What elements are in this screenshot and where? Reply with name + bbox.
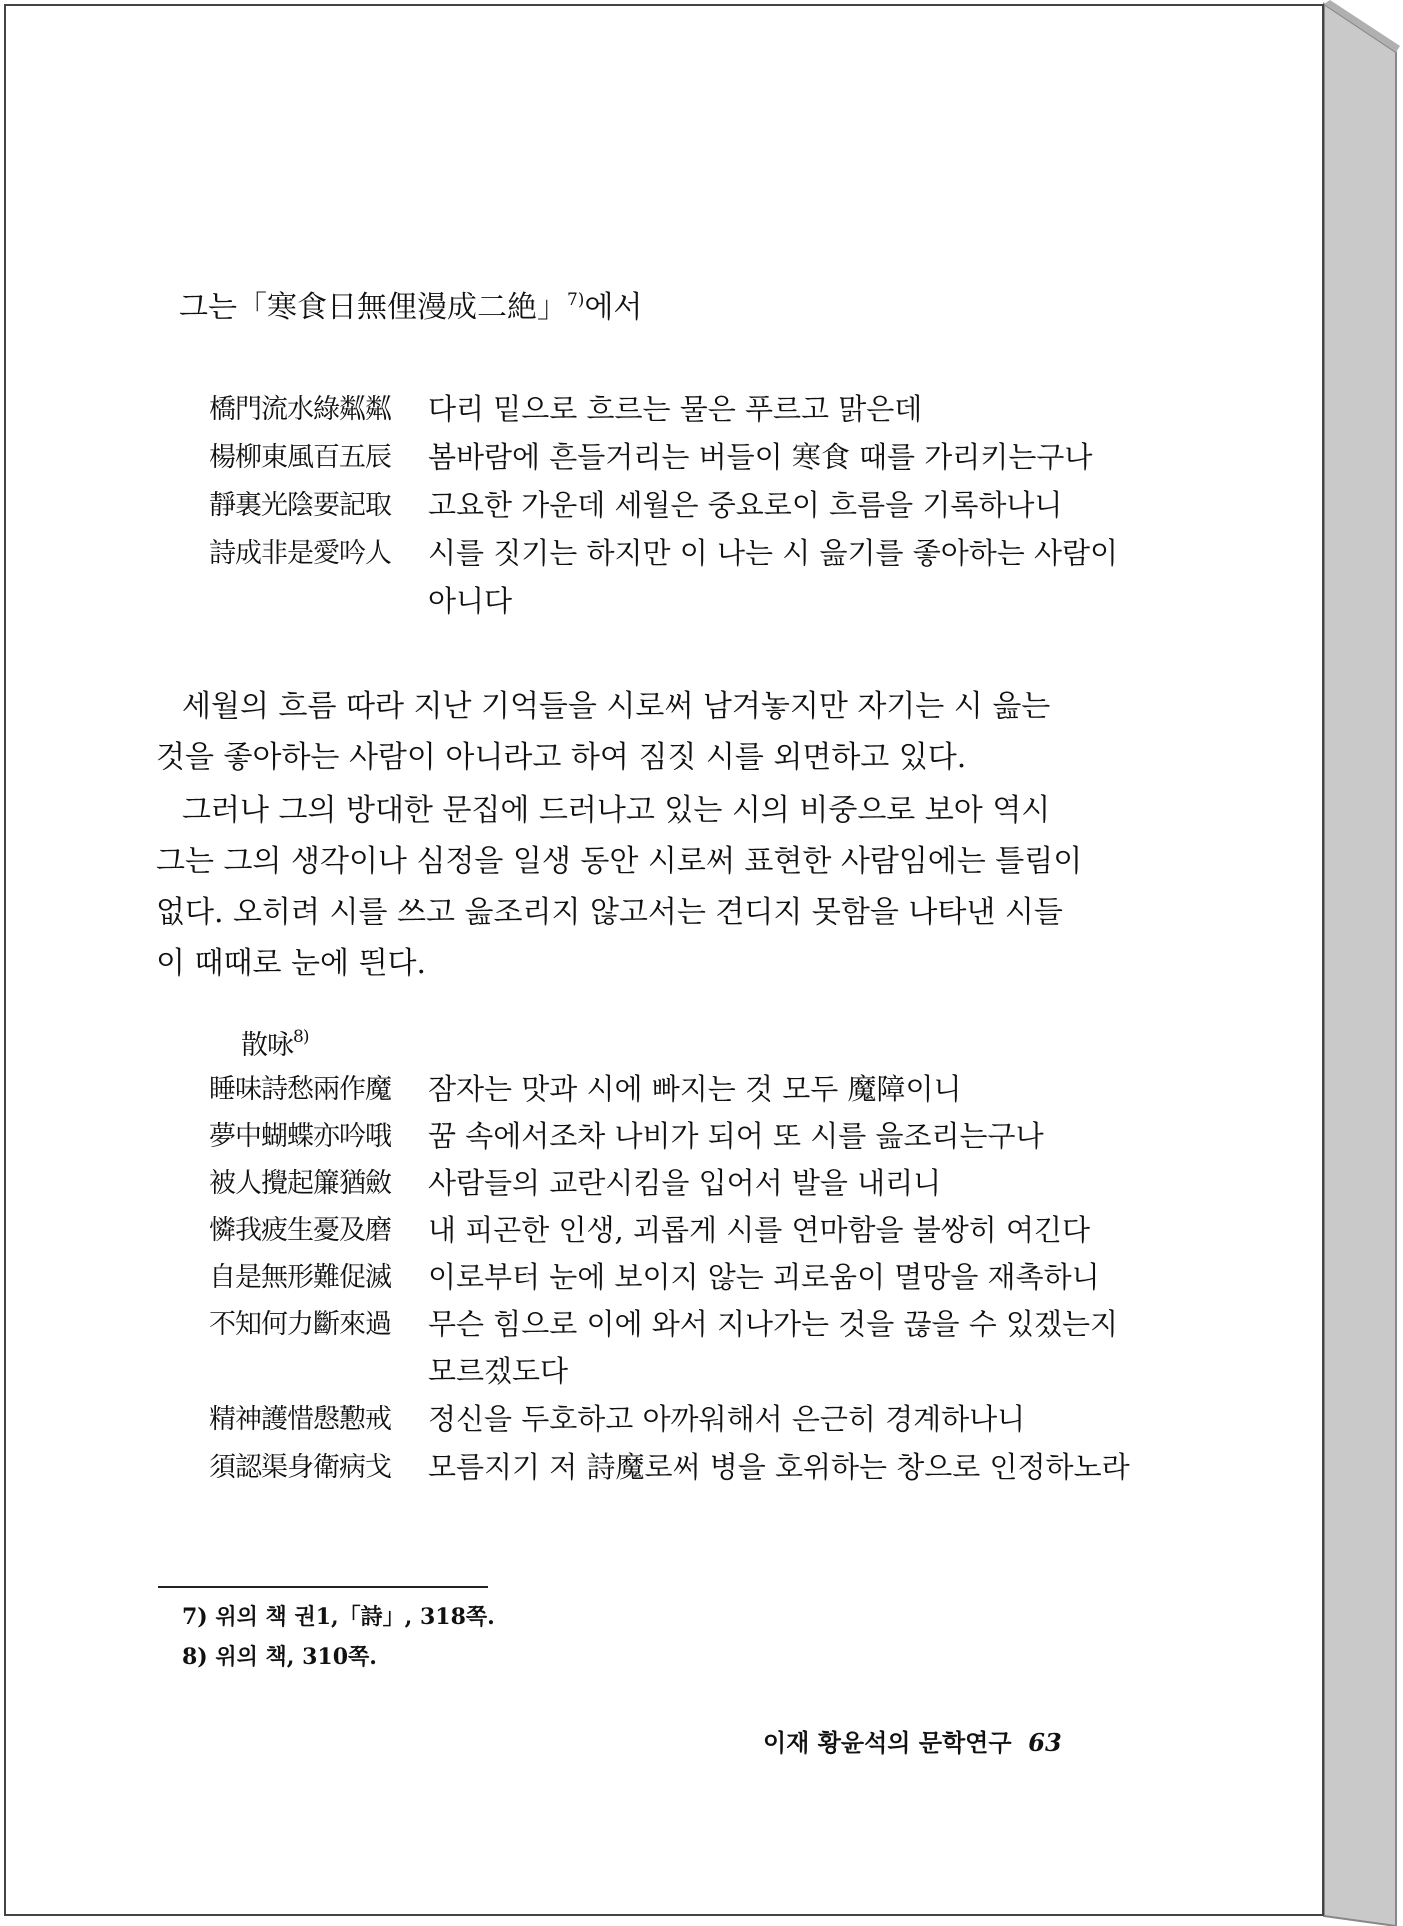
intro-text: 그는「寒食日無俚漫成二絶」 (179, 290, 567, 325)
footnote-8-num: 8) (182, 1644, 208, 1670)
footnote-ref-7: 7) (566, 290, 585, 310)
paragraph-2-line-3: 없다. 오히려 시를 쓰고 읊조리지 않고서는 견디지 못함을 나타낸 시들 (156, 895, 1063, 930)
paragraph-2-line-1: 그러나 그의 방대한 문집에 드러나고 있는 시의 비중으로 보아 역시 (182, 793, 1051, 828)
poem2-hanja-2: 夢中蝴蝶亦吟哦 (209, 1121, 391, 1152)
poem2-korean-3: 사람들의 교란시킴을 입어서 발을 내리니 (428, 1166, 942, 1200)
poem2-hanja-6: 不知何力斷來過 (209, 1309, 391, 1340)
page-number: 63 (1028, 1728, 1062, 1757)
poem2-korean-5: 이로부터 눈에 보이지 않는 괴로움이 멸망을 재촉하니 (428, 1260, 1100, 1294)
footnote-7 (182, 1600, 495, 1631)
paragraph-1-line-1: 세월의 흐름 따라 지난 기억들을 시로써 남겨놓지만 자기는 시 읊는 (182, 689, 1051, 724)
poem2-hanja-8: 精神護惜慇懃戒 (209, 1404, 391, 1435)
poem2-korean-7: 모르겠도다 (428, 1354, 569, 1388)
poem2-korean-4: 내 피곤한 인생, 괴롭게 시를 연마함을 불쌍히 여긴다 (428, 1213, 1091, 1247)
footnote-rule (158, 1586, 488, 1588)
poem1-hanja-3: 靜裏光陰要記取 (209, 490, 391, 521)
poem1-hanja-2: 楊柳東風百五辰 (209, 442, 391, 473)
poem2-hanja-4: 憐我疲生憂及磨 (209, 1215, 391, 1246)
poem2-hanja-1: 睡味詩愁兩作魔 (209, 1074, 391, 1105)
poem2-korean-6: 무슨 힘으로 이에 와서 지나가는 것을 끊을 수 있겠는지 (428, 1307, 1119, 1341)
poem1-korean-1: 다리 밑으로 흐르는 물은 푸르고 맑은데 (428, 392, 923, 426)
poem2-korean-2: 꿈 속에서조차 나비가 되어 또 시를 읊조리는구나 (428, 1119, 1044, 1153)
poem1-korean-5: 아니다 (428, 584, 513, 618)
footnote-ref-8: 8) (293, 1027, 309, 1047)
poem1-korean-4: 시를 짓기는 하지만 이 나는 시 읊기를 좋아하는 사람이 (428, 536, 1119, 570)
paragraph-2-line-4: 이 때때로 눈에 띈다. (156, 946, 426, 981)
running-title: 이재 황윤석의 문학연구 (763, 1728, 1012, 1757)
paragraph-1-line-2: 것을 좋아하는 사람이 아니라고 하여 짐짓 시를 외면하고 있다. (156, 740, 967, 775)
footnote-8-text: 위의 책, 310쪽. (215, 1644, 377, 1670)
footnote-7-text: 위의 책 권1,「詩」, 318쪽. (215, 1604, 495, 1630)
running-footer (763, 1723, 1062, 1758)
poem2-hanja-9: 須認渠身衛病戈 (209, 1452, 391, 1483)
poem1-korean-2: 봄바람에 흔들거리는 버들이 寒食 때를 가리키는구나 (428, 440, 1093, 474)
poem2-title (241, 1029, 308, 1059)
poem2-hanja-3: 被人攪起簾猶斂 (209, 1168, 391, 1199)
poem2-title-text: 散咏 (241, 1030, 293, 1061)
poem2-hanja-5: 自是無形難促滅 (209, 1262, 391, 1293)
poem1-hanja-1: 橋門流水綠粼粼 (209, 394, 391, 425)
poem2-korean-8: 정신을 두호하고 아까워해서 은근히 경계하나니 (428, 1402, 1026, 1436)
paragraph-2-line-2: 그는 그의 생각이나 심정을 일생 동안 시로써 표현한 사람임에는 틀림이 (156, 844, 1083, 879)
intro-tail: 에서 (584, 290, 643, 325)
book-page (4, 4, 1324, 1916)
poem2-korean-1: 잠자는 맛과 시에 빠지는 것 모두 魔障이니 (428, 1072, 962, 1106)
footnote-8 (182, 1640, 377, 1671)
poem2-korean-9: 모름지기 저 詩魔로써 병을 호위하는 창으로 인정하노라 (428, 1450, 1130, 1484)
poem1-korean-3: 고요한 가운데 세월은 중요로이 흐름을 기록하나니 (428, 488, 1063, 522)
footnote-7-num: 7) (182, 1604, 208, 1630)
poem1-hanja-4: 詩成非是愛吟人 (209, 538, 391, 569)
intro-line (179, 292, 642, 323)
